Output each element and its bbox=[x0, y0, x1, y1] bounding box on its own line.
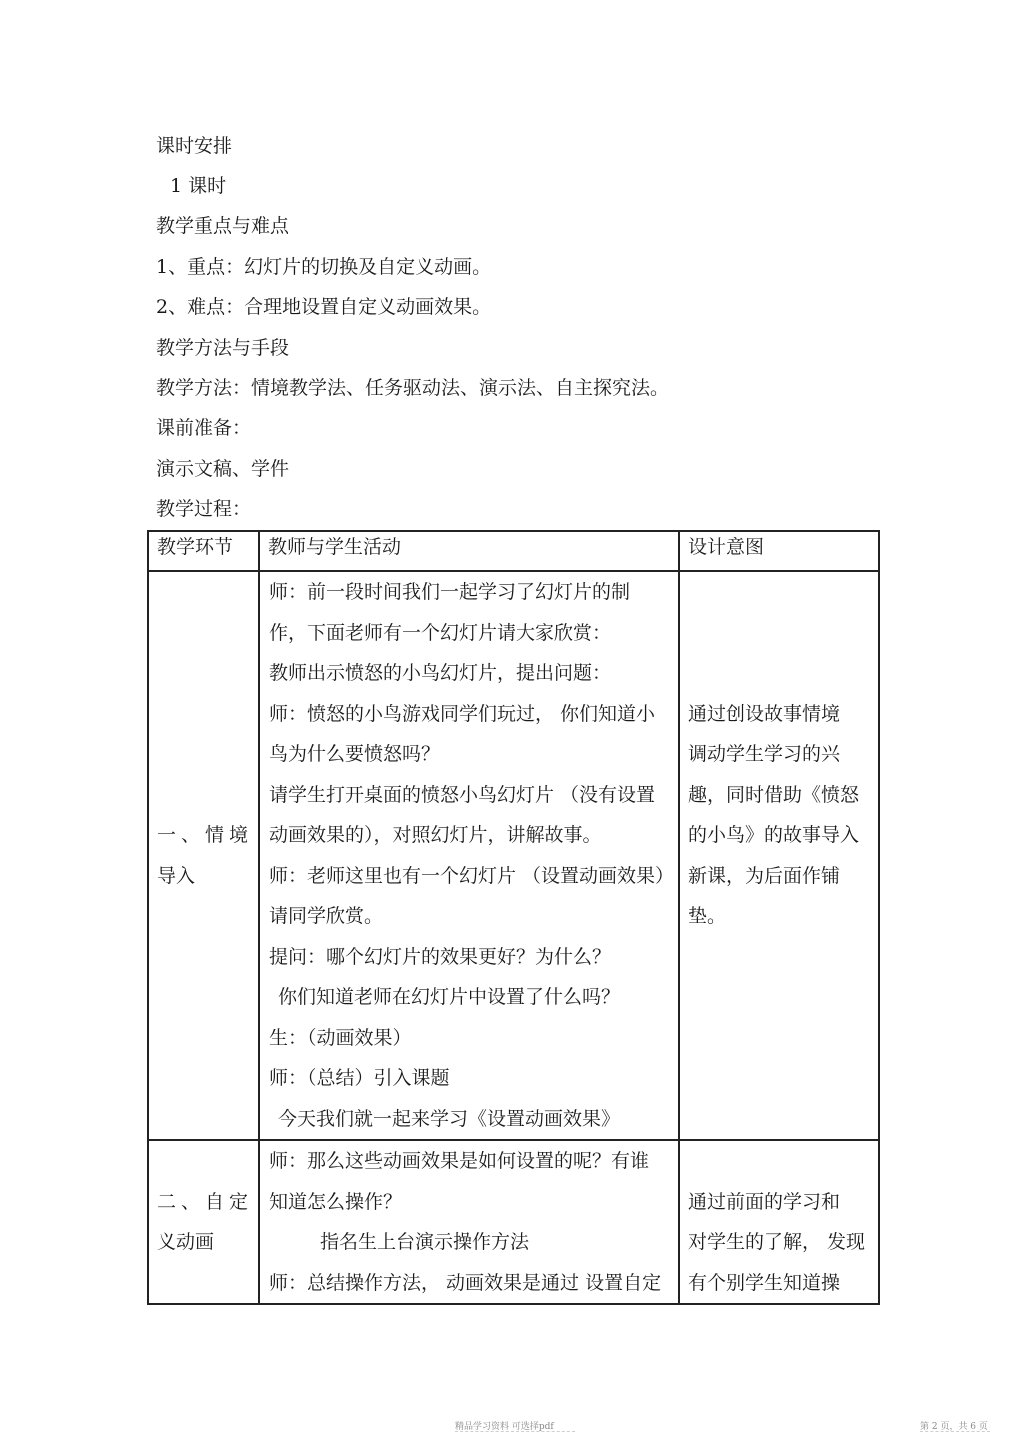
schedule-value: 1 课时 bbox=[170, 175, 227, 197]
activity-cell: 师：那么这些动画效果是如何设置的呢？有谁 知道怎么操作？ 指名生上台演示操作方法 师：总结操作方法， 动画效果是通过 设置自定 bbox=[259, 1140, 679, 1304]
schedule-heading: 课时安排 bbox=[156, 135, 233, 157]
footer-divider bbox=[920, 1431, 990, 1432]
methods-text: 教学方法：情境教学法、任务驱动法、演示法、自主探究法。 bbox=[156, 377, 670, 399]
intent-cell: 通过创设故事情境 调动学生学习的兴 趣，同时借助《愤怒 的小鸟》的故事导入 新课，为后面作铺 垫。 bbox=[679, 571, 879, 1140]
table-row bbox=[148, 571, 879, 1140]
focus-heading: 教学重点与难点 bbox=[156, 215, 290, 237]
methods-heading: 教学方法与手段 bbox=[156, 337, 290, 359]
table-header-row bbox=[148, 531, 879, 571]
difficulty-point: 2、难点：合理地设置自定义动画效果。 bbox=[156, 296, 492, 318]
lesson-process-table bbox=[147, 530, 880, 1305]
focus-point: 1、重点：幻灯片的切换及自定义动画。 bbox=[156, 256, 492, 278]
activity-cell: 师：前一段时间我们一起学习了幻灯片的制 作，下面老师有一个幻灯片请大家欣赏： 教师出示愤怒的小鸟幻灯片，提出问题： 师：愤怒的小鸟游戏同学们玩过， 你们知道小 鸟为什么要愤怒吗？ 请学生打开桌面的愤怒小鸟幻灯片 （没有设置 动画效果的），对照幻灯片，讲解故事。 师：老师这里也有一个幻灯片 （设置动画效果） 请同学欣赏。 提问：哪个幻灯片的效果更好？为什么？ 你们知道老师在幻灯片中设置了什么吗？ 生：（动画效果） 师：（总结）引入课题 今天我们就一起来学习《设置动画效果》 bbox=[259, 571, 679, 1140]
header-activity: 教师与学生活动 bbox=[259, 531, 679, 571]
stage-cell: 二、自定 义动画 bbox=[148, 1140, 259, 1304]
stage-cell: 一、情境 导入 bbox=[148, 571, 259, 1140]
footer-divider bbox=[455, 1431, 575, 1432]
header-stage: 教学环节 bbox=[148, 531, 259, 571]
process-heading: 教学过程： bbox=[156, 498, 252, 520]
prep-heading: 课前准备： bbox=[156, 417, 252, 439]
prep-items: 演示文稿、学件 bbox=[156, 458, 290, 480]
header-intent: 设计意图 bbox=[679, 531, 879, 571]
page-number: 第 2 页，共 6 页 bbox=[920, 1422, 988, 1432]
intent-cell: 通过前面的学习和 对学生的了解， 发现 有个别学生知道操 bbox=[679, 1140, 879, 1304]
footer-watermark: 精品学习资料 可选择pdf bbox=[455, 1422, 554, 1432]
table-row bbox=[148, 1140, 879, 1304]
